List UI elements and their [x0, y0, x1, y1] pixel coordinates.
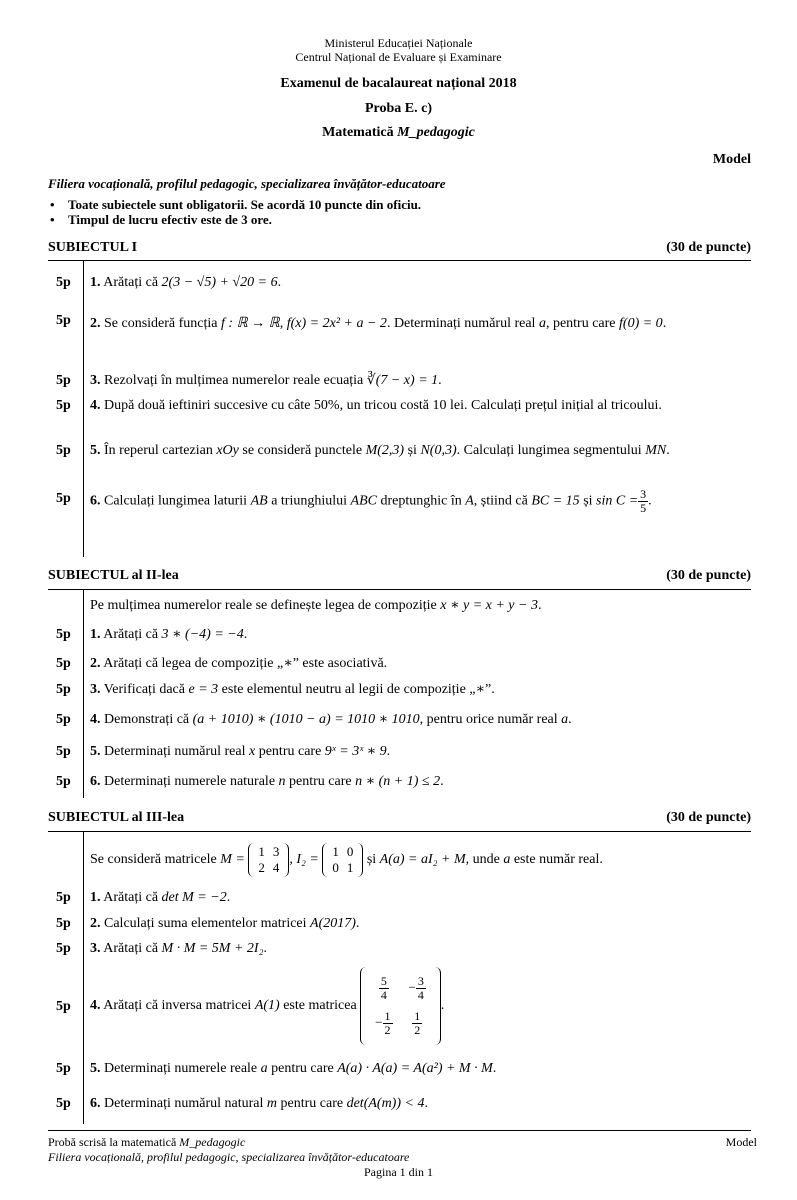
s1-item-4: 5p 4. După două ieftiniri succesive cu câte 50%, un tricou costă 10 lei. Calculați prețul inițial al tricoului.: [56, 398, 662, 413]
rule-item: • Toate subiectele sunt obligatorii. Se acordă 10 puncte din oficiu.: [48, 197, 421, 212]
exam-title: Examenul de bacalaureat național 2018: [280, 76, 517, 91]
divider: [48, 589, 751, 590]
section-2-title: SUBIECTUL al II-lea: [48, 568, 179, 583]
footer-line-2: Filiera vocațională, profilul pedagogic, specializarea învățător-educatoare: [48, 1150, 410, 1164]
proba-title: Proba E. c): [364, 101, 432, 116]
footer-line-1: Probă scrisă la matematică M_pedagogic: [48, 1135, 246, 1149]
center-name: Centrul Național de Evaluare și Examinare: [295, 50, 502, 64]
s2-item-3: 5p 3. Verificați dacă e = 3 este elementul neutru al legii de compoziție „∗”.: [56, 682, 495, 697]
divider: [48, 831, 751, 832]
section-3-points: (30 de puncte): [666, 810, 751, 825]
page-number: Pagina 1 din 1: [364, 1165, 433, 1179]
s3-item-5: 5p 5. Determinați numerele reale a pentru care A(a) · A(a) = A(a²) + M · M.: [56, 1061, 497, 1076]
s3-item-3: 5p 3. Arătați că M · M = 5M + 2I₂.: [56, 941, 267, 956]
filiera-text: Filiera vocațională, profilul pedagogic, specializarea învățător-educatoare: [48, 176, 446, 191]
section-3-title: SUBIECTUL al III-lea: [48, 810, 185, 825]
matrix-I2: 1 0 0 1: [322, 843, 363, 877]
points-label: 5p: [56, 275, 71, 290]
s2-item-2: 5p 2. Arătați că legea de compoziție „∗” este asociativă.: [56, 656, 388, 671]
s3-intro: Se consideră matricele M = 1 3 2 4 , I₂ = 1 0 0 1 și A(a) = aI₂ + M, unde a este număr real.: [90, 843, 603, 875]
s2-item-1: 5p 1. Arătați că 3 ∗ (−4) = −4.: [56, 627, 248, 642]
divider: [48, 260, 751, 261]
subject-title: Matematică M_pedagogic: [322, 125, 475, 140]
s2-item-6: 5p 6. Determinați numerele naturale n pentru care n ∗ (n + 1) ≤ 2.: [56, 774, 444, 789]
footer-model: Model: [725, 1135, 757, 1149]
footer-divider: [48, 1130, 751, 1131]
s1-item-2: 5p 2. Se consideră funcția f : ℝ → ℝ, f(x) = 2x² + a − 2. Determinați numărul real a, pentru care f(0) = 0.: [56, 313, 667, 331]
section-1-points: (30 de puncte): [666, 240, 751, 255]
model-label: Model: [712, 152, 751, 167]
s2-item-5: 5p 5. Determinați numărul real x pentru care 9ˣ = 3ˣ ∗ 9.: [56, 744, 391, 759]
section-2-points: (30 de puncte): [666, 568, 751, 583]
section-1-title: SUBIECTUL I: [48, 240, 138, 255]
s3-item-4: 5p 4. Arătați că inversa matricei A(1) este matricea $\frac{5}{4}$ − $\frac{3}{4}$ − $\frac{1}{2}$ $\frac{1}{2}$ .: [48, 962, 751, 1052]
s2-intro: Pe mulțimea numerelor reale se definește legea de compoziție x ∗ y = x + y − 3.: [90, 598, 542, 613]
s1-item-3: 5p 3. Rezolvați în mulțimea numerelor reale ecuația ∛(7 − x) = 1.: [56, 373, 442, 388]
s3-item-1: 5p 1. Arătați că det M = −2.: [56, 890, 231, 905]
s1-item-5: 5p 5. În reperul cartezian xOy se consideră punctele M(2,3) și N(0,3). Calculați lungimea segmentului MN.: [56, 443, 670, 458]
s3-item-6: 5p 6. Determinați numărul natural m pentru care det(A(m)) < 4.: [56, 1096, 428, 1111]
s3-item-2: 5p 2. Calculați suma elementelor matricei A(2017).: [56, 916, 360, 931]
inverse-matrix: $\frac{5}{4}$ − $\frac{3}{4}$ − $\frac{1}{2}$ $\frac{1}{2}$: [360, 967, 441, 1045]
ministry-name: Ministerul Educației Naționale: [324, 36, 473, 50]
matrix-M: 1 3 2 4: [248, 843, 289, 877]
s1-item-6: 5p 6. Calculați lungimea laturii AB a triunghiului ABC dreptunghic în A, știind că BC = 15 și sin C = $\frac{3}{5}$ .: [56, 487, 652, 515]
rules-list: [48, 197, 421, 227]
s1-item-1: 5p 1. Arătați că 2(3 − √5) + √20 = 6.: [48, 272, 751, 294]
rule-item: • Timpul de lucru efectiv este de 3 ore.: [48, 212, 421, 227]
s2-item-4: 5p 4. Demonstrați că (a + 1010) ∗ (1010 − a) = 1010 ∗ 1010, pentru orice număr real a.: [56, 712, 572, 727]
